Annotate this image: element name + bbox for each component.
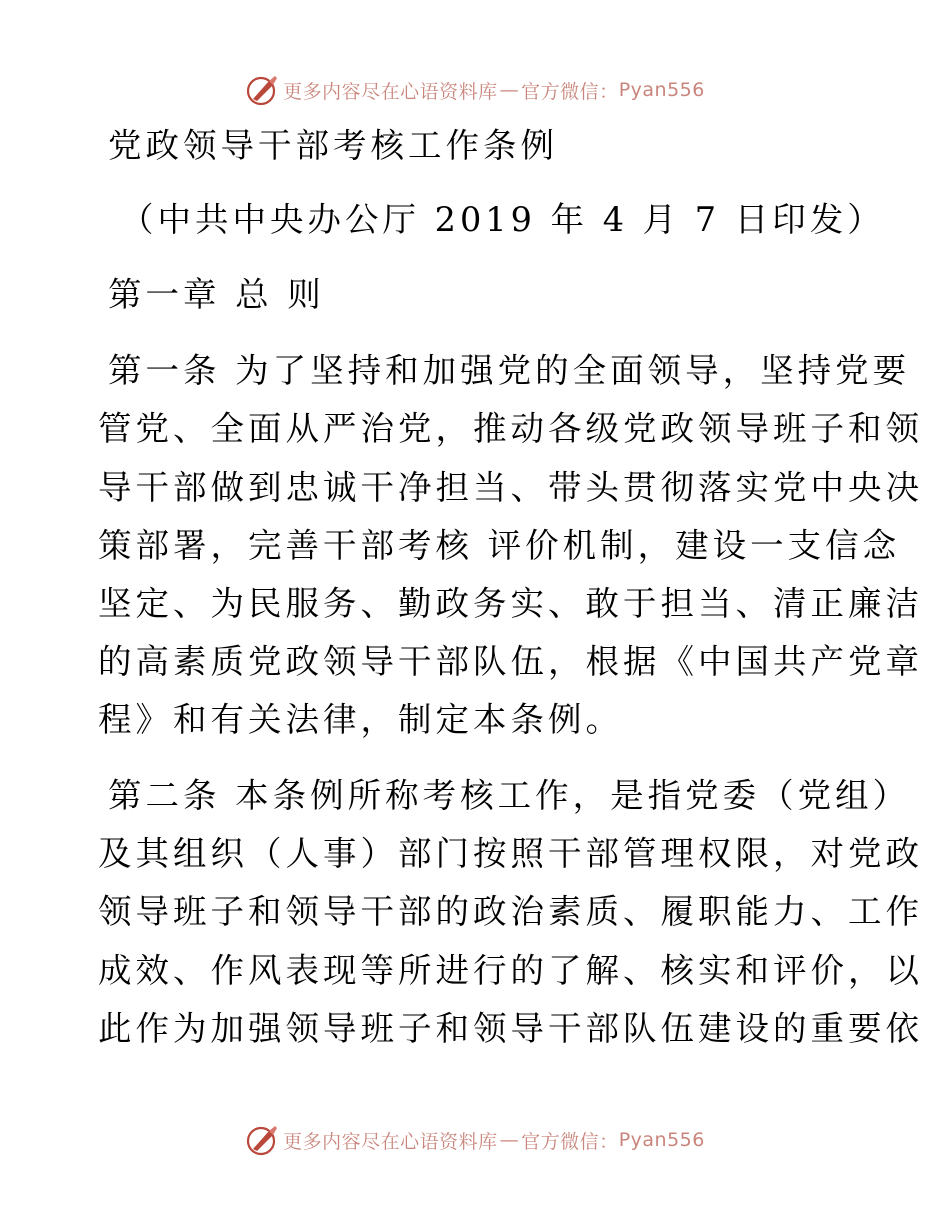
- watermark-wechat-label: 官方微信：: [521, 1130, 619, 1153]
- article-1-line: 的高素质党政领导干部队伍，根据《中国共产党章: [98, 642, 923, 681]
- footer-watermark: [0, 1122, 950, 1158]
- header-watermark: [0, 72, 950, 108]
- watermark-wechat-id: Pyan556: [618, 79, 705, 101]
- watermark-text: 更多内容尽在心语资料库: [283, 80, 498, 103]
- article-2-line: 领导班子和领导干部的政治素质、履职能力、工作: [98, 892, 923, 931]
- document-title: 党政领导干部考核工作条例: [108, 126, 558, 165]
- chapter-heading: 第一章 总 则: [108, 275, 325, 314]
- pen-logo-icon: [245, 73, 279, 107]
- article-1-line: 坚定、为民服务、勤政务实、敢于担当、清正廉洁: [98, 584, 923, 623]
- article-2-line: 第二条 本条例所称考核工作，是指党委（党组）: [108, 776, 911, 815]
- watermark-dash: —: [499, 1129, 520, 1151]
- watermark-wechat-id: Pyan556: [618, 1129, 705, 1151]
- article-1-line: 第一条 为了坚持和加强党的全面领导，坚持党要: [108, 351, 911, 390]
- watermark-wechat-label: 官方微信：: [521, 80, 619, 103]
- article-2-line: 成效、作风表现等所进行的了解、核实和评价，以: [98, 951, 923, 990]
- article-2-line: 此作为加强领导班子和领导干部队伍建设的重要依: [98, 1009, 923, 1048]
- pen-logo-icon: [245, 1123, 279, 1157]
- watermark-dash: —: [499, 79, 520, 101]
- issuer-line: （中共中央办公厅 2019 年 4 月 7 日印发）: [120, 200, 885, 239]
- article-2-line: 及其组织（人事）部门按照干部管理权限，对党政: [98, 834, 923, 873]
- article-1-line: 导干部做到忠诚干净担当、带头贯彻落实党中央决: [98, 468, 923, 507]
- article-1-line: 策部署，完善干部考核 评价机制，建设一支信念: [98, 526, 901, 565]
- watermark-text: 更多内容尽在心语资料库: [283, 1130, 498, 1153]
- article-1-line: 管党、全面从严治党，推动各级党政领导班子和领: [98, 409, 923, 448]
- article-1-line: 程》和有关法律，制定本条例。: [98, 700, 623, 739]
